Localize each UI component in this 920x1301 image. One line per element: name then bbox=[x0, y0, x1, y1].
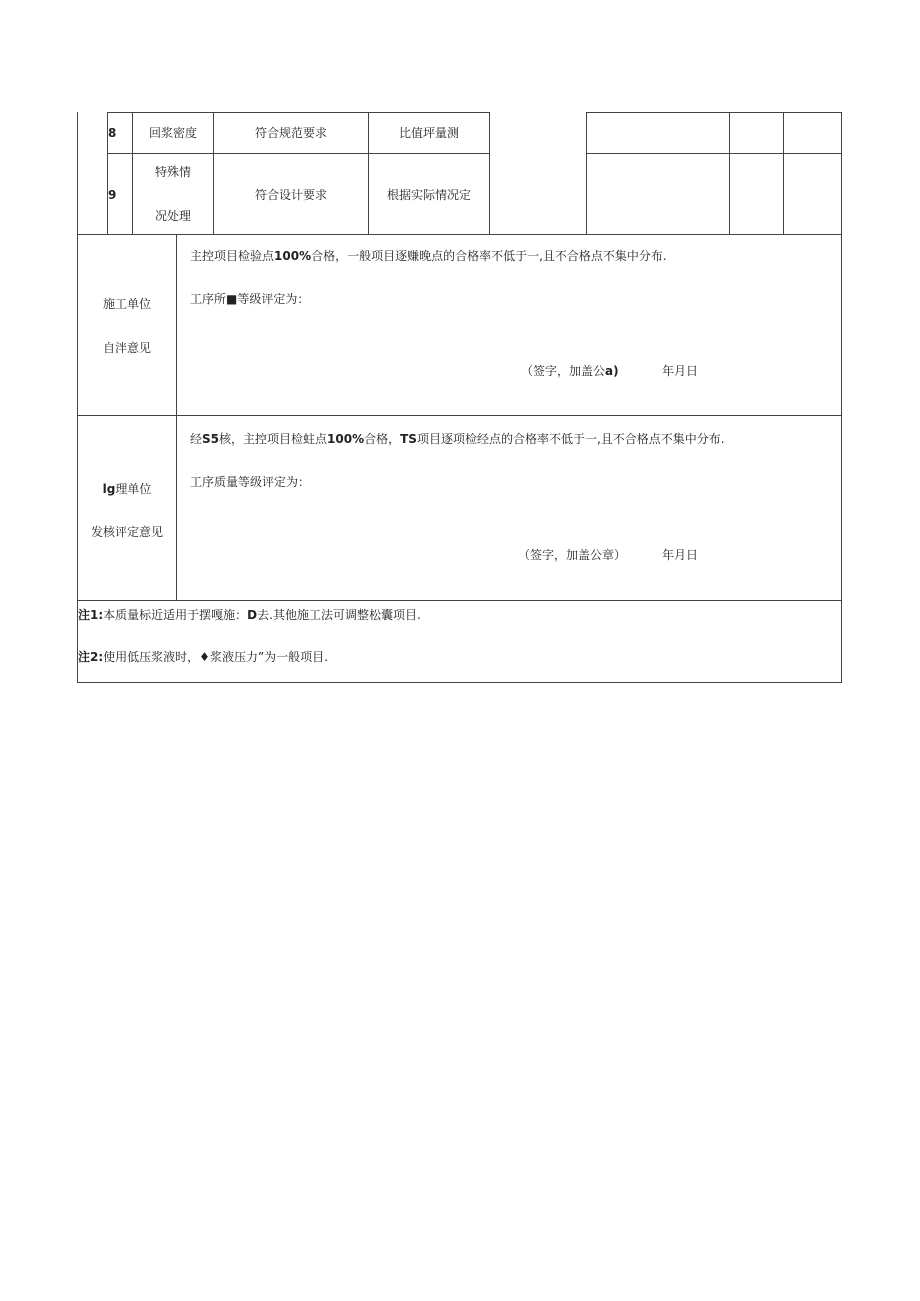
method-col-right-border bbox=[489, 112, 490, 235]
construction-line2-mark: ■ bbox=[226, 292, 238, 306]
supervision-top-border bbox=[77, 415, 842, 416]
row9-item-line2: 况处理 bbox=[154, 209, 191, 223]
row8-top-border-right bbox=[586, 112, 842, 113]
note2-diamond: ♦ bbox=[199, 650, 210, 664]
supervision-line1-text-a: 经 bbox=[190, 432, 203, 446]
supervision-signature: （签字，加盖公章） bbox=[518, 548, 627, 562]
note2-text-a: 使用低压浆液时， bbox=[103, 650, 200, 664]
table-bottom-border bbox=[77, 682, 842, 683]
supervision-label-line1 bbox=[78, 481, 176, 497]
row9-standard: 符合设计要求 bbox=[254, 188, 327, 202]
construction-label-line2: 自泮意见 bbox=[102, 341, 151, 355]
table-right-border bbox=[841, 112, 842, 683]
construction-line2-text-a: 工序所 bbox=[190, 292, 227, 306]
supervision-opinion-line1 bbox=[190, 431, 725, 447]
row9-number: 9 bbox=[108, 188, 117, 202]
construction-date: 年月日 bbox=[662, 364, 699, 378]
construction-signature-text: （签字，加盖公 bbox=[521, 364, 606, 378]
construction-top-border bbox=[77, 234, 842, 235]
row8-item: 回浆密度 bbox=[148, 126, 197, 140]
supervision-date: 年月日 bbox=[662, 548, 699, 562]
supervision-label-rest: 理单位 bbox=[115, 482, 152, 496]
check-col-3-border bbox=[783, 112, 784, 235]
notes-top-border bbox=[77, 600, 842, 601]
row-divider-8-9-left bbox=[107, 153, 490, 154]
construction-line1-text-c: 合格，一般项目逐赚晚点的合格率不低于一,且不合格点不集中分布. bbox=[311, 249, 667, 263]
row9-item-line1: 特殊情 bbox=[154, 165, 191, 179]
supervision-line1-percent: 100% bbox=[327, 432, 365, 446]
supervision-line1-bold-b: S5 bbox=[202, 432, 220, 446]
row8-number: 8 bbox=[108, 126, 117, 140]
row8-standard: 符合规范要求 bbox=[254, 126, 327, 140]
construction-signature-suffix: a) bbox=[605, 364, 619, 378]
note1-bold-d: D bbox=[247, 608, 258, 622]
construction-line1-percent: 100% bbox=[274, 249, 312, 263]
note-2 bbox=[78, 649, 328, 665]
note2-label: 注2: bbox=[78, 650, 104, 664]
check-col-2-border bbox=[729, 112, 730, 235]
supervision-label-line2: 发核评定意见 bbox=[90, 525, 163, 539]
row8-method: 比值坪量测 bbox=[398, 126, 459, 140]
supervision-line1-text-c: 核，主控项目检蛀点 bbox=[219, 432, 328, 446]
note1-text-c: 去.其他施工法可调整松囊项目. bbox=[257, 608, 421, 622]
construction-line1-text-a: 主控项目检验点 bbox=[190, 249, 275, 263]
construction-opinion-line2 bbox=[190, 291, 309, 307]
row-divider-8-9-right bbox=[586, 153, 842, 154]
construction-signature bbox=[521, 363, 619, 379]
row9-method: 根据实际情况定 bbox=[386, 188, 471, 202]
construction-opinion-line1 bbox=[190, 248, 667, 264]
opinion-label-col-border bbox=[176, 234, 177, 601]
supervision-line1-bold-f: TS bbox=[400, 432, 417, 446]
note2-text-c: 浆液压力”为一般项目. bbox=[209, 650, 328, 664]
supervision-line1-text-e: 合格， bbox=[364, 432, 401, 446]
note-1 bbox=[78, 607, 421, 623]
construction-label-line1: 施工单位 bbox=[102, 297, 151, 311]
note1-label: 注1: bbox=[78, 608, 104, 622]
supervision-label-prefix: lg bbox=[102, 482, 116, 496]
table-left-border bbox=[77, 112, 78, 683]
supervision-line1-text-g: 项目逐项检经点的合格率不低于一,且不合格点不集中分布. bbox=[416, 432, 725, 446]
check-col-left-border bbox=[586, 112, 587, 235]
construction-line2-text-c: 等级评定为： bbox=[237, 292, 310, 306]
row8-top-border-left bbox=[107, 112, 490, 113]
supervision-opinion-line2: 工序质量等级评定为： bbox=[190, 475, 311, 489]
note1-text-a: 本质量标近适用于摆嘎施： bbox=[103, 608, 248, 622]
